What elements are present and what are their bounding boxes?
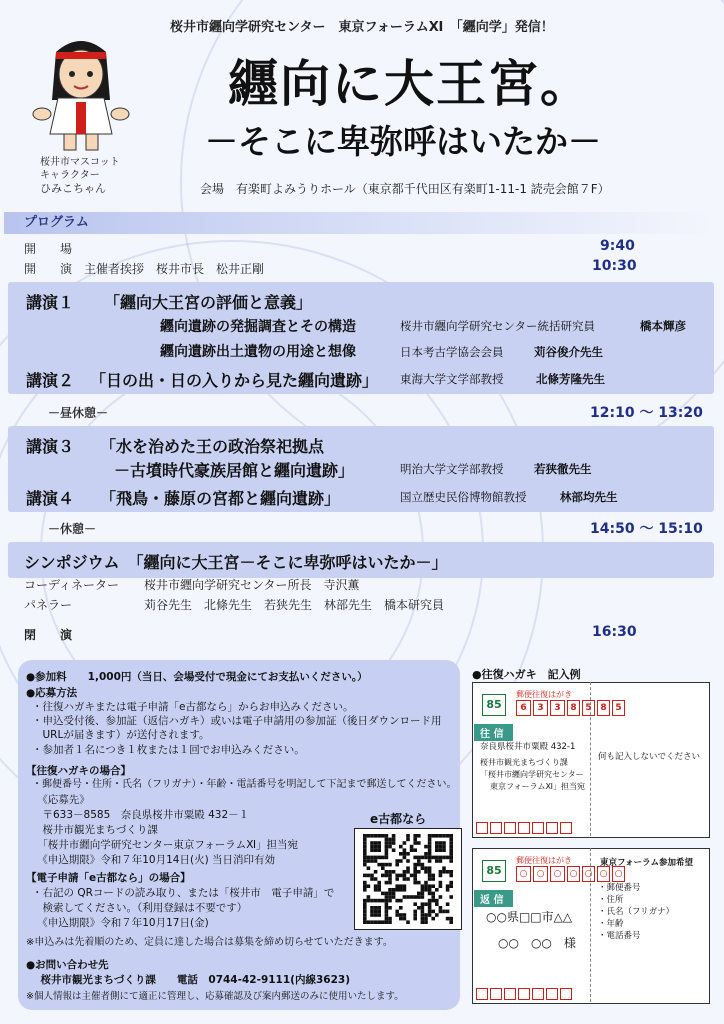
post-6: 《申込期限》令和７年10月14日(火) 当日消印有効: [32, 854, 276, 866]
sender-fields: ・郵便番号 ・住所 ・氏名（フリガナ） ・年齢 ・電話番号: [598, 883, 675, 941]
stamp: 85: [482, 860, 506, 882]
e-2: 検索してください。（利用登録は不要です）: [32, 902, 248, 914]
greeting-time: 10:30: [592, 258, 637, 274]
lecture1-num: 講演１: [26, 293, 75, 312]
greeting-label: 開 演 主催者挨拶 桜井市長 松井正剛: [24, 262, 265, 276]
note: ※申込みは先着順のため、定員に達した場合は募集を締め切らせていただきます。: [26, 937, 393, 948]
lecture3-title2: －古墳時代豪族居館と纒向遺跡」: [114, 461, 355, 480]
sample-name: ○○ ○○ 様: [498, 936, 576, 950]
zip-digit: 6: [516, 700, 531, 716]
lunch-time: 12:10 ～ 13:20: [590, 405, 703, 421]
stamp: 85: [482, 694, 506, 716]
zip-digit: ○: [582, 866, 595, 882]
opening-label: 開 場: [24, 242, 73, 256]
zip-digit: ○: [567, 866, 580, 882]
post-4: 桜井市観光まちづくり課: [32, 824, 158, 836]
lecture2-affil: 東海大学文学部教授: [400, 372, 504, 386]
zip-digit: ○: [533, 866, 548, 882]
closing-label: 閉 演: [24, 628, 73, 642]
zip-digit: ○: [612, 866, 625, 882]
mascot-caption: 桜井市マスコット キャラクター ひみこちゃん: [40, 157, 120, 195]
zip-boxes: [516, 700, 625, 716]
lecture1a-speaker: 橋本輝彦: [640, 319, 686, 333]
method-2: ・申込受付後、参加証（返信ハガキ）或いは電子申請用の参加証（後日ダウンロード用: [32, 715, 442, 727]
zip-digit: 8: [597, 700, 610, 716]
e-application-heading: 【電子申請「e古都なら」の場合】: [26, 872, 191, 884]
lecture2-num: 講演２: [26, 371, 75, 390]
method-3: URLが届きます）が送付されます。: [32, 729, 210, 741]
privacy-note: ※個人情報は主催者側にて適正に管理し、応募確認及び案内郵送のみに使用いたします。: [26, 991, 404, 1002]
post-5: 「桜井市纒向学研究センター東京フォーラムⅪ」担当宛: [32, 839, 298, 851]
return-tag: 返 信: [474, 890, 513, 907]
header-line: 桜井市纒向学研究センター 東京フォーラムⅪ 「纒向学」発信！: [170, 20, 554, 35]
method-heading: ●応募方法: [26, 687, 78, 699]
lecture2-speaker: 北條芳隆先生: [536, 372, 605, 386]
main-title: 纒向に大王宮。: [228, 55, 592, 113]
qr-code[interactable]: [354, 828, 462, 930]
postcard-kind: 郵便往復はがき: [516, 856, 572, 865]
return-zip-boxes: [476, 988, 572, 1000]
post-2: 《応募先》: [32, 794, 90, 806]
outgoing-tag: 往 信: [474, 724, 513, 741]
lecture4-speaker: 林部均先生: [560, 490, 618, 504]
subtitle: －そこに卑弥呼はいたか－: [205, 122, 601, 161]
postcard-heading: 【往復ハガキの場合】: [26, 765, 131, 777]
coordinator: 桜井市纒向学研究センター所長 寺沢薫: [144, 578, 360, 592]
addr-line1: 奈良県桜井市粟殿 432-1: [480, 742, 576, 752]
lecture1b-title: 纒向遺跡出土遺物の用途と想像: [160, 344, 356, 360]
zip-digit: 3: [550, 700, 565, 716]
fee-text: ●参加料 1,000円（当日、会場受付で現金にてお支払いください。）: [26, 671, 368, 683]
e-3: 《申込期限》令和７年10月17日(金): [32, 917, 209, 929]
lecture3-num: 講演３: [26, 437, 75, 456]
symposium-title: シンポジウム 「纒向に大王宮－そこに卑弥呼はいたか－」: [24, 553, 448, 572]
closing-time: 16:30: [592, 624, 637, 640]
method-4: ・参加者１名につき１枚または１回でお申込みください。: [32, 744, 305, 756]
rest-label: －休憩－: [48, 522, 97, 536]
sender-title: 東京フォーラム参加希望: [600, 858, 693, 868]
zip-digit: 3: [533, 700, 548, 716]
lunch-label: －昼休憩－: [48, 406, 109, 420]
lecture1a-affil: 桜井市纒向学研究センター統括研究員: [400, 319, 596, 333]
lecture3-speaker: 若狭徹先生: [534, 462, 592, 476]
coordinator-label: コーディネーター: [24, 578, 120, 592]
mascot-illustration: [26, 30, 136, 154]
lecture3-affil: 明治大学文学部教授: [400, 462, 504, 476]
rest-time: 14:50 ～ 15:10: [590, 521, 703, 537]
lecture4-title: 「飛鳥・藤原の宮都と纒向遺跡」: [100, 489, 341, 508]
lecture1-title: 「纒向大王宮の評価と意義」: [104, 293, 313, 312]
opening-time: 9:40: [600, 238, 635, 254]
panelists: 苅谷先生 北條先生 若狭先生 林部先生 橋本研究員: [144, 598, 445, 612]
zip-digit: 5: [612, 700, 625, 716]
qr-label: e古都なら: [370, 812, 427, 826]
sample-address: ○○県□□市△△: [486, 910, 573, 924]
zip-digit: ○: [550, 866, 565, 882]
postcard-kind: 郵便往復はがき: [516, 690, 572, 699]
panel-label: パネラー: [24, 598, 73, 612]
lecture1b-speaker: 苅谷俊介先生: [534, 345, 603, 359]
addr-line2: 桜井市観光まちづくり課: [480, 758, 568, 767]
lecture3-title: 「水を治めた王の政治祭祀拠点: [100, 437, 325, 456]
lecture1b-affil: 日本考古学協会会員: [400, 345, 504, 359]
zip-digit: ○: [597, 866, 610, 882]
lecture1a-title: 纒向遺跡の発掘調査とその構造: [160, 319, 356, 335]
post-3: 〒633－8585 奈良県桜井市粟殿 432－１: [32, 809, 250, 821]
contact: 桜井市観光まちづくり課 電話 0744-42-9111(内線3623): [30, 974, 350, 986]
contact-heading: ●お問い合わせ先: [26, 959, 109, 971]
zip-digit: ○: [516, 866, 531, 882]
addr-line3: 「桜井市纒向学研究センター: [480, 770, 584, 779]
lecture2-title: 「日の出・日の入りから見た纒向遺跡」: [90, 371, 379, 390]
zip-digit: 8: [567, 700, 580, 716]
method-1: ・往復ハガキまたは電子申請「e古都なら」からお申込みください。: [32, 701, 354, 713]
return-zip-boxes: [476, 822, 572, 834]
post-1: ・郵便番号・住所・氏名（フリガナ）・年齢・電話番号を明記して下記まで郵送してください。: [32, 779, 457, 790]
program-heading: プログラム: [4, 212, 716, 234]
postcard-example-heading: ●往復ハガキ 記入例: [472, 668, 581, 681]
lecture4-num: 講演４: [26, 489, 75, 508]
lecture4-affil: 国立歴史民俗博物館教授: [400, 490, 527, 504]
blank-note: 何も記入しないでください: [598, 752, 701, 762]
e-1: ・右記の QRコードの読み取り、または「桜井市 電子申請」で: [32, 887, 335, 899]
venue: 会場 有楽町よみうりホール（東京都千代田区有楽町1-11-1 読売会館７F）: [200, 182, 610, 196]
zip-digit: 5: [582, 700, 595, 716]
addr-line4: 東京フォーラムⅪ」担当宛: [490, 782, 585, 791]
